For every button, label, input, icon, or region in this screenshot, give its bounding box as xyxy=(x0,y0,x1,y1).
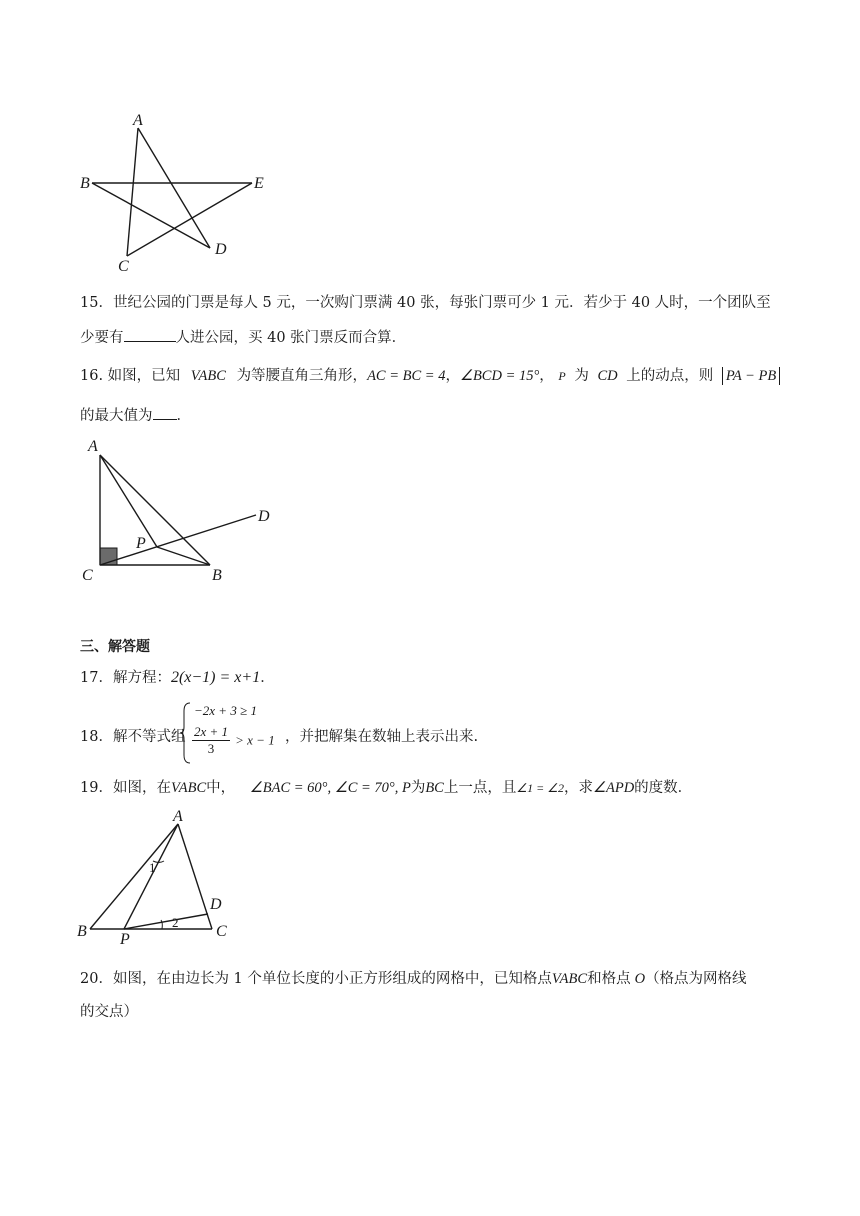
q18-brace xyxy=(179,701,191,765)
q18-ineq1-text: −2x + 3 ≥ 1 xyxy=(194,703,257,718)
figure-19 xyxy=(72,806,242,946)
q16-eq2: ∠BCD = 15° xyxy=(459,368,540,384)
q15-text-a: 少要有 xyxy=(80,330,124,346)
q16-sep: ， xyxy=(445,368,460,384)
q20-number: 20．如图，在由边长为 1 个单位长度的小正方形组成的网格中，已知格点 xyxy=(80,971,552,987)
fig19-label-2: 2 xyxy=(172,915,179,930)
q19-number: 19．如图，在 xyxy=(80,780,171,796)
q16-abs: PA − PB xyxy=(722,367,780,385)
q20-o: O xyxy=(634,971,646,987)
q19-apd: ∠APD xyxy=(592,780,635,796)
fig19-label-1: 1 xyxy=(149,860,156,875)
fig19-label-D: D xyxy=(210,896,222,913)
question-19 xyxy=(80,778,692,798)
fig16-label-D: D xyxy=(258,508,270,525)
q16-end: ． xyxy=(176,408,191,424)
q16-eq1: AC = BC = 4 xyxy=(367,368,446,384)
q19-text1: 中， xyxy=(206,780,236,796)
q18-fraction xyxy=(192,724,230,757)
fig19-label-C: C xyxy=(216,923,227,940)
q20-triangle: VABC xyxy=(551,971,588,987)
q16-text2: 为 xyxy=(574,368,589,384)
question-16-line2 xyxy=(80,405,191,426)
answer-blank-16[interactable] xyxy=(153,405,177,420)
q16-text3: 上的动点，则 xyxy=(626,368,714,384)
q19-text4: ，求 xyxy=(563,780,593,796)
q17-equation: 2(x−1) = x+1 xyxy=(170,669,261,686)
q18-number: 18．解不等式组 xyxy=(80,729,186,745)
q18-tail: ，并把解集在数轴上表示出来. xyxy=(285,729,479,745)
question-18-label xyxy=(80,727,185,747)
question-15-line2 xyxy=(80,327,406,348)
q15-text-b: 人进公园，买 40 张门票反而合算． xyxy=(175,330,407,346)
q16-sep2: ， xyxy=(539,368,554,384)
q19-text5: 的度数． xyxy=(634,780,693,796)
q15-text: 世纪公园的门票是每人 5 元，一次购门票满 40 张，每张门票可少 1 元．若少于 40 人时，一个团队至 xyxy=(112,295,771,311)
fig19-label-A: A xyxy=(173,808,183,825)
label-D: D xyxy=(215,241,227,258)
q18-ineq2-rest: > x − 1 xyxy=(235,732,275,748)
fig16-label-P: P xyxy=(136,535,146,552)
q16-triangle: VABC xyxy=(190,368,226,384)
fig16-label-A: A xyxy=(88,438,98,455)
q16-cd: CD xyxy=(597,368,618,384)
star-figure xyxy=(72,108,282,278)
question-17 xyxy=(80,668,275,688)
q17-end: ． xyxy=(260,670,275,686)
q19-triangle: VABC xyxy=(170,780,207,796)
q19-text3: 上一点，且 xyxy=(443,780,517,796)
question-16-line1 xyxy=(80,366,780,386)
label-B: B xyxy=(80,175,90,192)
question-20-line1 xyxy=(80,969,747,989)
q19-condition: ∠BAC = 60°, ∠C = 70°, P xyxy=(249,780,411,796)
q15-number: 15． xyxy=(80,295,113,311)
section-heading: 三、解答题 xyxy=(80,639,150,655)
q19-bc: BC xyxy=(425,780,444,796)
q18-frac-num: 2x + 1 xyxy=(194,724,229,739)
q20-text1: 和格点 xyxy=(587,971,631,987)
q16-p: P xyxy=(558,369,566,383)
fig19-label-B: B xyxy=(77,923,87,940)
q16-number: 16. 如图，已知 xyxy=(80,368,181,384)
q17-number: 17．解方程： xyxy=(80,670,171,686)
q18-ineq2 xyxy=(192,724,275,757)
question-15-line1 xyxy=(80,293,771,313)
q20-text2: （格点为网格线 xyxy=(645,971,747,987)
question-20-line2: 的交点） xyxy=(80,1004,138,1020)
q16-line2: 的最大值为 xyxy=(80,408,153,424)
q19-angle-eq: ∠1 = ∠2 xyxy=(516,781,564,795)
label-E: E xyxy=(254,175,264,192)
answer-blank-15[interactable] xyxy=(124,327,176,342)
q19-text2: 为 xyxy=(410,780,426,796)
figure-16 xyxy=(72,432,282,592)
q16-text1: 为等腰直角三角形， xyxy=(236,368,368,384)
q18-ineq1 xyxy=(194,703,257,720)
fig16-label-B: B xyxy=(212,567,222,584)
label-C: C xyxy=(118,258,129,275)
fig19-label-P: P xyxy=(120,931,130,946)
label-A: A xyxy=(133,112,143,129)
fig16-label-C: C xyxy=(82,567,93,584)
q18-frac-den: 3 xyxy=(207,741,215,756)
